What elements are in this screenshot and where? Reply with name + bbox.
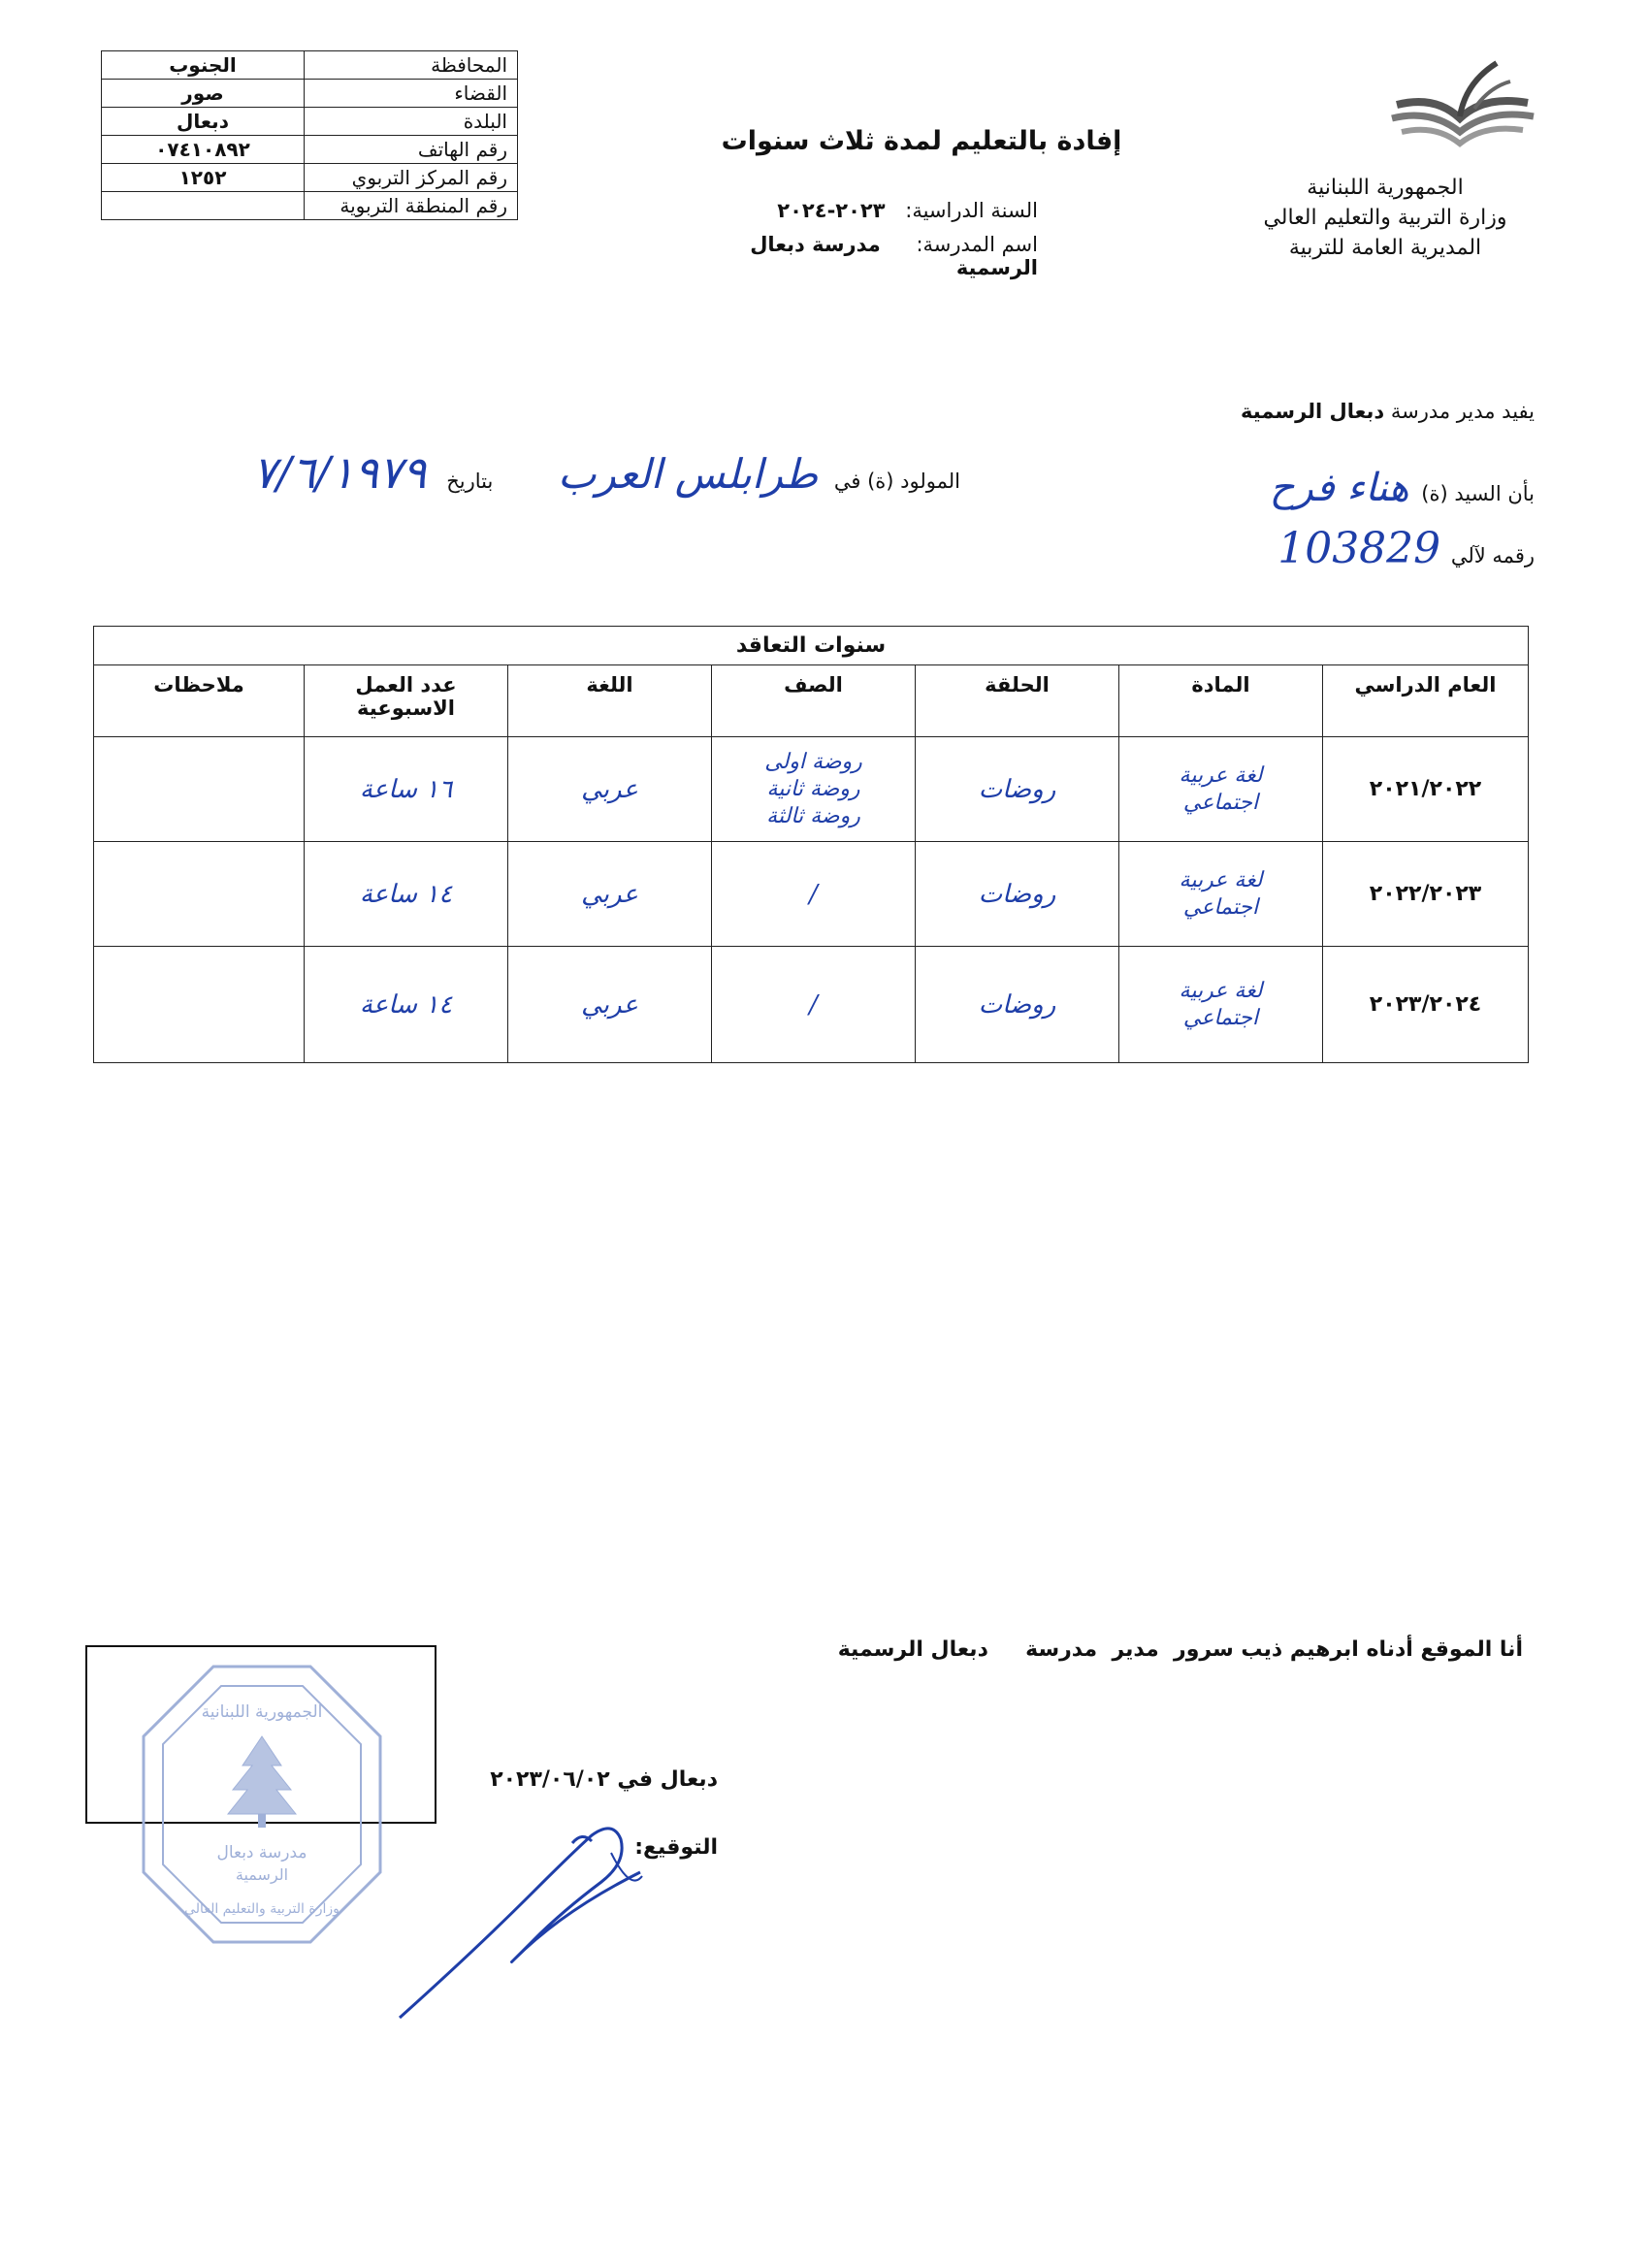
column-header: ملاحظات bbox=[94, 665, 305, 737]
svg-text:مدرسة دبعال: مدرسة دبعال bbox=[216, 1843, 307, 1863]
certify-line bbox=[953, 400, 1535, 423]
cell-cycle: روضات bbox=[916, 842, 1119, 947]
place-date: دبعال في ٢٠٢٣/٠٦/٠٢ bbox=[490, 1767, 718, 1792]
header-info-table bbox=[101, 50, 518, 220]
info-row bbox=[102, 164, 518, 192]
info-value: ١٢٥٢ bbox=[102, 164, 305, 192]
school-year-label: السنة الدراسية: bbox=[905, 199, 1038, 222]
svg-text:وزارة التربية والتعليم العالي: وزارة التربية والتعليم العالي bbox=[184, 1901, 340, 1917]
cell-hours: ١٤ ساعة bbox=[305, 947, 508, 1063]
birth-place: طرابلس العرب bbox=[558, 450, 819, 498]
cell-cycle: روضات bbox=[916, 737, 1119, 842]
svg-text:الجمهورية اللبنانية: الجمهورية اللبنانية bbox=[201, 1702, 323, 1722]
cell-year: ٢٠٢٢/٢٠٢٣ bbox=[1323, 842, 1529, 947]
school-year-value: ٢٠٢٣-٢٠٢٤ bbox=[777, 199, 886, 222]
table-row bbox=[94, 947, 1529, 1063]
certify-school: دبعال الرسمية bbox=[1241, 400, 1385, 423]
ministry-header bbox=[1230, 173, 1540, 263]
cell-notes bbox=[94, 842, 305, 947]
date-label: بتاريخ bbox=[446, 470, 494, 493]
info-row bbox=[102, 80, 518, 108]
table-row bbox=[94, 737, 1529, 842]
open-book-logo-icon bbox=[1382, 58, 1542, 155]
cell-hours: ١٤ ساعة bbox=[305, 842, 508, 947]
contract-years-table bbox=[93, 626, 1529, 1063]
cell-grade: / bbox=[712, 947, 916, 1063]
table-group-header: سنوات التعاقد bbox=[94, 627, 1529, 665]
cell-notes bbox=[94, 947, 305, 1063]
id-label: رقمه لآلي bbox=[1450, 544, 1535, 567]
info-label: القضاء bbox=[305, 80, 518, 108]
column-header: عدد العمل الاسبوعية bbox=[305, 665, 508, 737]
info-label: رقم الهاتف bbox=[305, 136, 518, 164]
official-stamp-icon bbox=[136, 1659, 388, 1950]
person-name: هناء فرح bbox=[1269, 466, 1409, 510]
school-name-value: مدرسة دبعال الرسمية bbox=[750, 233, 1038, 279]
cell-language: عربي bbox=[508, 947, 712, 1063]
info-value bbox=[102, 192, 305, 220]
school-name-label: اسم المدرسة: bbox=[916, 233, 1038, 256]
signature-scribble-icon bbox=[388, 1814, 660, 2027]
ministry-line: وزارة التربية والتعليم العالي bbox=[1263, 206, 1507, 230]
column-header: الصف bbox=[712, 665, 916, 737]
birth-line bbox=[97, 446, 960, 499]
svg-text:الرسمية: الرسمية bbox=[235, 1865, 289, 1884]
birth-date: ٧/٦/١٩٧٩ bbox=[252, 446, 427, 499]
id-value: 103829 bbox=[1277, 524, 1441, 573]
info-label: البلدة bbox=[305, 108, 518, 136]
cell-language: عربي bbox=[508, 737, 712, 842]
school-year-line bbox=[689, 199, 1038, 222]
info-value: صور bbox=[102, 80, 305, 108]
info-label: رقم المركز التربوي bbox=[305, 164, 518, 192]
school-name-line bbox=[689, 233, 1038, 279]
cell-subject: لغة عربية اجتماعي bbox=[1119, 737, 1323, 842]
person-label: بأن السيد (ة) bbox=[1421, 482, 1535, 505]
info-row bbox=[102, 136, 518, 164]
cell-year: ٢٠٢٣/٢٠٢٤ bbox=[1323, 947, 1529, 1063]
ministry-line: الجمهورية اللبنانية bbox=[1307, 176, 1464, 200]
column-header: اللغة bbox=[508, 665, 712, 737]
person-line bbox=[1147, 466, 1535, 510]
column-header: المادة bbox=[1119, 665, 1323, 737]
cell-cycle: روضات bbox=[916, 947, 1119, 1063]
info-label: رقم المنطقة التربوية bbox=[305, 192, 518, 220]
info-label: المحافظة bbox=[305, 51, 518, 80]
cell-language: عربي bbox=[508, 842, 712, 947]
cell-subject: لغة عربية اجتماعي bbox=[1119, 947, 1323, 1063]
info-row bbox=[102, 108, 518, 136]
column-header: العام الدراسي bbox=[1323, 665, 1529, 737]
ministry-line: المديرية العامة للتربية bbox=[1288, 236, 1482, 260]
id-line bbox=[1147, 524, 1535, 573]
cell-notes bbox=[94, 737, 305, 842]
born-label: المولود (ة) في bbox=[833, 470, 960, 493]
document-title: إفادة بالتعليم لمدة ثلاث سنوات bbox=[721, 126, 1122, 156]
cell-subject: لغة عربية اجتماعي bbox=[1119, 842, 1323, 947]
cell-year: ٢٠٢١/٢٠٢٢ bbox=[1323, 737, 1529, 842]
cell-grade: روضة اولى روضة ثانية روضة ثالثة bbox=[712, 737, 916, 842]
column-header: الحلقة bbox=[916, 665, 1119, 737]
signatory-line: أنا الموقع أدناه ابرهيم ذيب سرور مدير مدرسة دبعال الرسمية bbox=[837, 1637, 1523, 1662]
info-row bbox=[102, 192, 518, 220]
info-value: دبعال bbox=[102, 108, 305, 136]
info-row bbox=[102, 51, 518, 80]
info-value: الجنوب bbox=[102, 51, 305, 80]
table-header-row bbox=[94, 665, 1529, 737]
table-row bbox=[94, 842, 1529, 947]
info-value: ٠٧٤١٠٨٩٢ bbox=[102, 136, 305, 164]
certify-prefix: يفيد مدير مدرسة bbox=[1390, 400, 1535, 423]
signature-label: التوقيع: bbox=[634, 1835, 718, 1860]
cell-grade: / bbox=[712, 842, 916, 947]
cell-hours: ١٦ ساعة bbox=[305, 737, 508, 842]
